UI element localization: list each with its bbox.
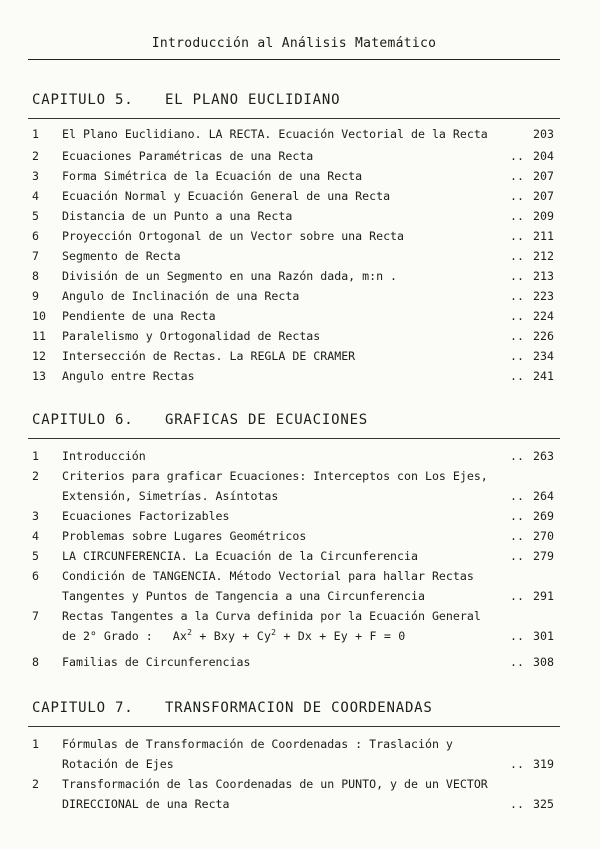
chapter-title: TRANSFORMACION DE COORDENADAS <box>165 700 433 716</box>
toc-entry[interactable] <box>32 546 560 566</box>
chapter-rule <box>28 118 560 119</box>
entry-number: 7 <box>32 609 39 623</box>
toc-entry[interactable] <box>32 266 560 286</box>
toc-entry[interactable] <box>32 526 560 546</box>
chapter-number: CAPITULO 6. <box>32 412 134 428</box>
entry-number: 5 <box>32 209 39 223</box>
page-number: 226 <box>533 329 554 343</box>
chapter-rule <box>28 726 560 727</box>
leader-dots: .. <box>510 309 524 323</box>
entry-number: 7 <box>32 249 39 263</box>
page-number: 213 <box>533 269 554 283</box>
toc-entry[interactable] <box>32 226 560 246</box>
toc-entry[interactable] <box>32 446 560 466</box>
leader-dots: .. <box>510 229 524 243</box>
chapter-heading <box>32 700 433 716</box>
leader-dots: .. <box>510 149 524 163</box>
page-number: 224 <box>533 309 554 323</box>
toc-entry[interactable] <box>32 124 560 144</box>
chapter-number: CAPITULO 5. <box>32 92 134 108</box>
entry-title: LA CIRCUNFERENCIA. La Ecuación de la Circunferencia <box>62 549 418 563</box>
page-number: 203 <box>533 127 554 141</box>
toc-entry[interactable] <box>32 734 560 774</box>
entry-number: 8 <box>32 655 39 669</box>
entry-title: Problemas sobre Lugares Geométricos <box>62 529 307 543</box>
page-number: 319 <box>533 757 554 771</box>
entry-number: 11 <box>32 329 46 343</box>
entry-number: 4 <box>32 529 39 543</box>
entry-title: Ecuaciones Paramétricas de una Recta <box>62 149 314 163</box>
page-number: 209 <box>533 209 554 223</box>
toc-entry[interactable] <box>32 286 560 306</box>
entry-title: El Plano Euclidiano. LA RECTA. Ecuación Vectorial de la Recta <box>62 127 488 141</box>
leader-dots: .. <box>510 249 524 263</box>
entry-number: 2 <box>32 777 39 791</box>
entry-number: 5 <box>32 549 39 563</box>
leader-dots: .. <box>510 489 524 503</box>
equation: $Ax^2$ + Bxy + $Cy^2 + Dx + Ey + F = 0$ <box>172 628 406 643</box>
chapter-heading <box>32 92 340 108</box>
entry-number: 4 <box>32 189 39 203</box>
entry-title: Ecuación Normal y Ecuación General de una Recta <box>62 189 391 203</box>
leader-dots: .. <box>510 529 524 543</box>
page-number: 269 <box>533 509 554 523</box>
entry-number: 9 <box>32 289 39 303</box>
entry-number: 1 <box>32 449 39 463</box>
entry-number: 2 <box>32 469 39 483</box>
entry-number: 6 <box>32 569 39 583</box>
toc-entry[interactable] <box>32 146 560 166</box>
entry-title: Segmento de Recta <box>62 249 181 263</box>
leader-dots: .. <box>510 509 524 523</box>
page-number: 308 <box>533 655 554 669</box>
entry-number: 10 <box>32 309 46 323</box>
header-rule <box>28 59 560 60</box>
leader-dots: .. <box>510 269 524 283</box>
entry-number: 1 <box>32 127 39 141</box>
entry-title: Condición de TANGENCIA. Método Vectorial para hallar Rectas <box>62 569 474 583</box>
leader-dots: .. <box>510 589 524 603</box>
toc-entry[interactable] <box>32 346 560 366</box>
page-number: 211 <box>533 229 554 243</box>
entry-title: DIRECCIONAL de una Recta <box>62 797 230 811</box>
leader-dots: .. <box>510 655 524 669</box>
entry-title: Proyección Ortogonal de un Vector sobre una Recta <box>62 229 405 243</box>
page-number: 241 <box>533 369 554 383</box>
entry-title: Tangentes y Puntos de Tangencia a una Circunferencia <box>62 589 425 603</box>
entry-title: Criterios para graficar Ecuaciones: Interceptos con Los Ejes, <box>62 469 488 483</box>
leader-dots: .. <box>510 209 524 223</box>
toc-entry[interactable] <box>32 466 560 506</box>
leader-dots: .. <box>510 289 524 303</box>
entry-number: 8 <box>32 269 39 283</box>
chapter-title: EL PLANO EUCLIDIANO <box>165 92 341 108</box>
toc-entry[interactable] <box>32 326 560 346</box>
page-number: 204 <box>533 149 554 163</box>
entry-title: División de un Segmento en una Razón dada, m:n . <box>62 269 398 283</box>
entry-title: Introducción <box>62 449 146 463</box>
toc-entry[interactable] <box>32 166 560 186</box>
toc-entry[interactable] <box>32 566 560 606</box>
chapter-title: GRAFICAS DE ECUACIONES <box>165 412 369 428</box>
entry-title: Angulo entre Rectas <box>62 369 195 383</box>
page-number: 207 <box>533 189 554 203</box>
toc-entry[interactable] <box>32 774 560 814</box>
entry-number: 3 <box>32 509 39 523</box>
entry-title: de 2° Grado : $Ax^2$ + Bxy + $Cy^2 + Dx + Ey + F = 0$ <box>32 626 560 646</box>
entry-title: Extensión, Simetrías. Asíntotas <box>62 489 279 503</box>
page-number: 270 <box>533 529 554 543</box>
page-number: 234 <box>533 349 554 363</box>
entry-title: Familias de Circunferencias <box>62 655 251 669</box>
leader-dots: .. <box>510 349 524 363</box>
entry-title: Forma Simétrica de la Ecuación de una Recta <box>62 169 363 183</box>
page-number: 264 <box>533 489 554 503</box>
entry-number: 12 <box>32 349 46 363</box>
page-number: 301 <box>533 629 554 643</box>
toc-entry[interactable] <box>32 506 560 526</box>
page-number: 279 <box>533 549 554 563</box>
entry-number: 13 <box>32 369 46 383</box>
page-number: 223 <box>533 289 554 303</box>
page-number: 291 <box>533 589 554 603</box>
entry-number: 3 <box>32 169 39 183</box>
leader-dots: .. <box>510 169 524 183</box>
leader-dots: .. <box>510 629 524 643</box>
leader-dots: .. <box>510 757 524 771</box>
toc-entry[interactable] <box>32 652 560 672</box>
leader-dots: .. <box>510 797 524 811</box>
chapter-rule <box>28 438 560 439</box>
toc-entry[interactable] <box>32 206 560 226</box>
page-number: 325 <box>533 797 554 811</box>
toc-entry[interactable] <box>32 366 560 386</box>
toc-entry[interactable] <box>32 606 560 646</box>
page-number: 212 <box>533 249 554 263</box>
leader-dots: .. <box>510 549 524 563</box>
entry-title: Pendiente de una Recta <box>62 309 216 323</box>
toc-entry[interactable] <box>32 306 560 326</box>
running-header: Introducción al Análisis Matemático <box>151 36 437 51</box>
chapter-number: CAPITULO 7. <box>32 700 134 716</box>
entry-number: 2 <box>32 149 39 163</box>
leader-dots: .. <box>510 449 524 463</box>
toc-entry[interactable] <box>32 246 560 266</box>
leader-dots: .. <box>510 369 524 383</box>
entry-title: Ecuaciones Factorizables <box>62 509 230 523</box>
entry-title: Intersección de Rectas. La REGLA DE CRAMER <box>62 349 356 363</box>
toc-entry[interactable] <box>32 186 560 206</box>
chapter-heading <box>32 412 368 428</box>
entry-title: Transformación de las Coordenadas de un PUNTO, y de un VECTOR <box>62 777 488 791</box>
entry-title: Distancia de un Punto a una Recta <box>62 209 293 223</box>
page-number: 207 <box>533 169 554 183</box>
entry-number: 6 <box>32 229 39 243</box>
entry-number: 1 <box>32 737 39 751</box>
leader-dots: .. <box>510 189 524 203</box>
entry-title: Fórmulas de Transformación de Coordenadas : Traslación y <box>62 737 453 751</box>
entry-title: Angulo de Inclinación de una Recta <box>62 289 300 303</box>
entry-title: Rotación de Ejes <box>62 757 174 771</box>
entry-title: Paralelismo y Ortogonalidad de Rectas <box>62 329 321 343</box>
page-number: 263 <box>533 449 554 463</box>
leader-dots: .. <box>510 329 524 343</box>
entry-title: Rectas Tangentes a la Curva definida por la Ecuación General <box>62 609 481 623</box>
